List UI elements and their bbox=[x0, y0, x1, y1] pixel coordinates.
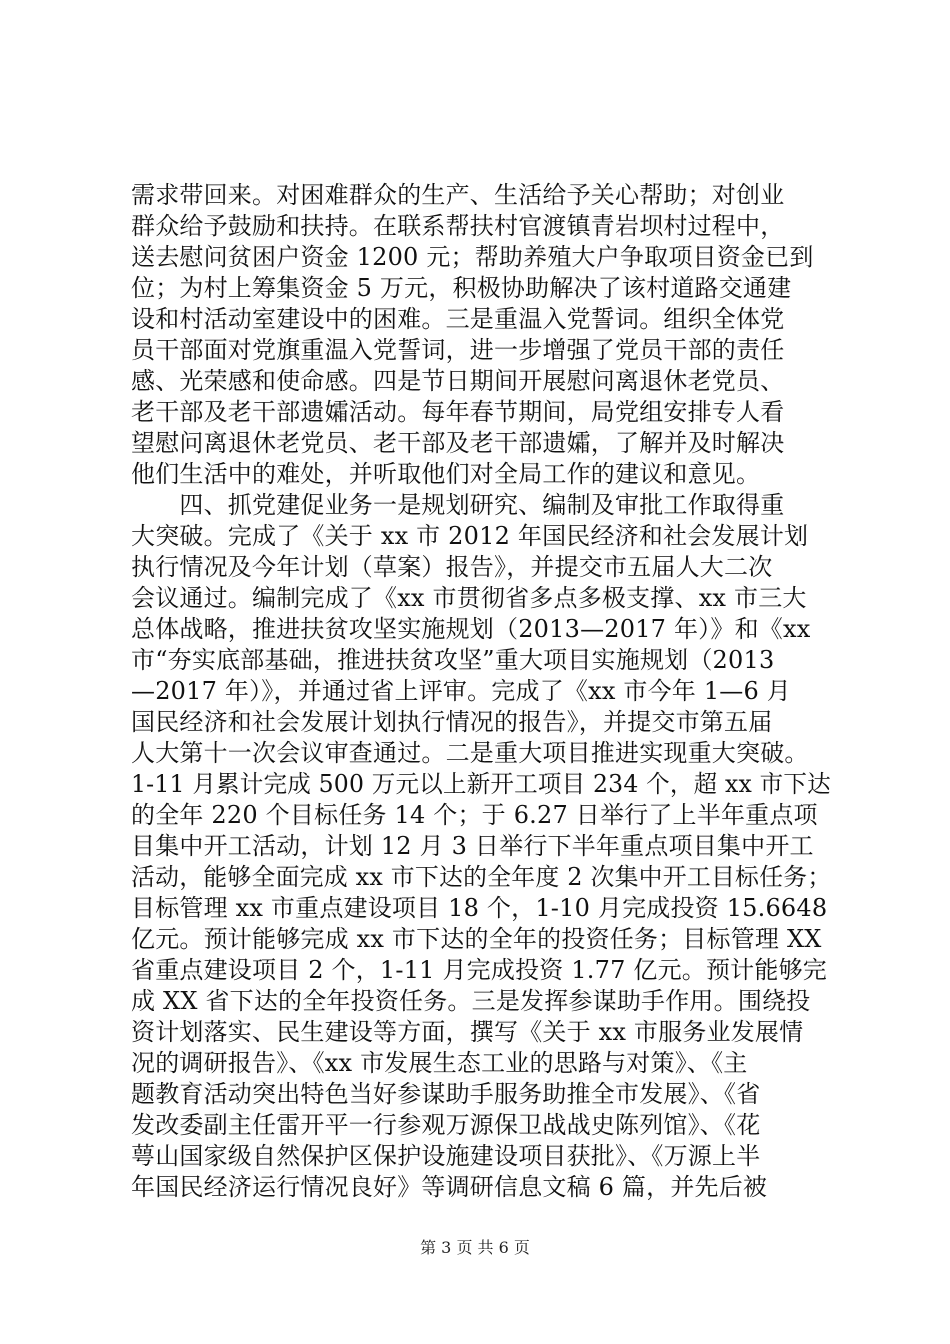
text-line: 老干部及老干部遗孀活动。每年春节期间，局党组安排专人看 bbox=[131, 398, 785, 426]
text-line: 感、光荣感和使命感。四是节日期间开展慰问离退休老党员、 bbox=[131, 367, 785, 395]
text-line: 年国民经济运行情况良好》等调研信息文稿 6 篇，并先后被 bbox=[131, 1173, 768, 1201]
text-line: 市“夯实底部基础，推进扶贫攻坚”重大项目实施规划（2013 bbox=[131, 646, 775, 674]
text-line: 总体战略，推进扶贫攻坚实施规划（2013—2017 年）》和《xx bbox=[131, 615, 811, 643]
text-line: 望慰问离退休老党员、老干部及老干部遗孀，了解并及时解决 bbox=[131, 429, 785, 457]
text-line: 1-11 月累计完成 500 万元以上新开工项目 234 个，超 xx 市下达 bbox=[131, 770, 831, 798]
text-line: 四、抓党建促业务一是规划研究、编制及审批工作取得重 bbox=[131, 491, 785, 519]
text-line: 设和村活动室建设中的困难。三是重温入党誓词。组织全体党 bbox=[131, 305, 785, 333]
text-line: 群众给予鼓励和扶持。在联系帮扶村官渡镇青岩坝村过程中， bbox=[131, 212, 785, 240]
text-line: 况的调研报告》、《xx 市发展生态工业的思路与对策》、《主 bbox=[131, 1049, 748, 1077]
text-line: 的全年 220 个目标任务 14 个；于 6.27 日举行了上半年重点项 bbox=[131, 801, 818, 829]
text-line: 萼山国家级自然保护区保护设施建设项目获批》、《万源上半 bbox=[131, 1142, 761, 1170]
text-line: 送去慰问贫困户资金 1200 元；帮助养殖大户争取项目资金已到 bbox=[131, 243, 814, 271]
text-line: 目集中开工活动，计划 12 月 3 日举行下半年重点项目集中开工 bbox=[131, 832, 814, 860]
text-line: 省重点建设项目 2 个，1-11 月完成投资 1.77 亿元。预计能够完 bbox=[131, 956, 827, 984]
text-line: —2017 年）》，并通过省上评审。完成了《xx 市今年 1—6 月 bbox=[131, 677, 792, 705]
text-line: 他们生活中的难处，并听取他们对全局工作的建议和意见。 bbox=[131, 460, 761, 488]
text-line: 人大第十一次会议审查通过。二是重大项目推进实现重大突破。 bbox=[131, 739, 809, 767]
text-line: 执行情况及今年计划（草案）报告》，并提交市五届人大二次 bbox=[131, 553, 773, 581]
text-line: 活动，能够全面完成 xx 市下达的全年度 2 次集中开工目标任务； bbox=[131, 863, 832, 891]
text-line: 位；为村上筹集资金 5 万元，积极协助解决了该村道路交通建 bbox=[131, 274, 792, 302]
text-line: 成 XX 省下达的全年投资任务。三是发挥参谋助手作用。围绕投 bbox=[131, 987, 811, 1015]
text-line: 目标管理 xx 市重点建设项目 18 个，1-10 月完成投资 15.6648 bbox=[131, 894, 828, 922]
text-line: 发改委副主任雷开平一行参观万源保卫战战史陈列馆》、《花 bbox=[131, 1111, 761, 1139]
text-line: 员干部面对党旗重温入党誓词，进一步增强了党员干部的责任 bbox=[131, 336, 785, 364]
text-line: 会议通过。编制完成了《xx 市贯彻省多点多极支撑、xx 市三大 bbox=[131, 584, 807, 612]
text-line: 需求带回来。对困难群众的生产、生活给予关心帮助；对创业 bbox=[131, 181, 785, 209]
text-line: 题教育活动突出特色当好参谋助手服务助推全市发展》、《省 bbox=[131, 1080, 761, 1108]
page-footer: 第 3 页 共 6 页 bbox=[420, 1238, 530, 1257]
text-line: 亿元。预计能够完成 xx 市下达的全年的投资任务；目标管理 XX bbox=[131, 925, 822, 953]
text-line: 大突破。完成了《关于 xx 市 2012 年国民经济和社会发展计划 bbox=[131, 522, 809, 550]
text-line: 国民经济和社会发展计划执行情况的报告》，并提交市第五届 bbox=[131, 708, 773, 736]
text-line: 资计划落实、民生建设等方面，撰写《关于 xx 市服务业发展情 bbox=[131, 1018, 804, 1046]
